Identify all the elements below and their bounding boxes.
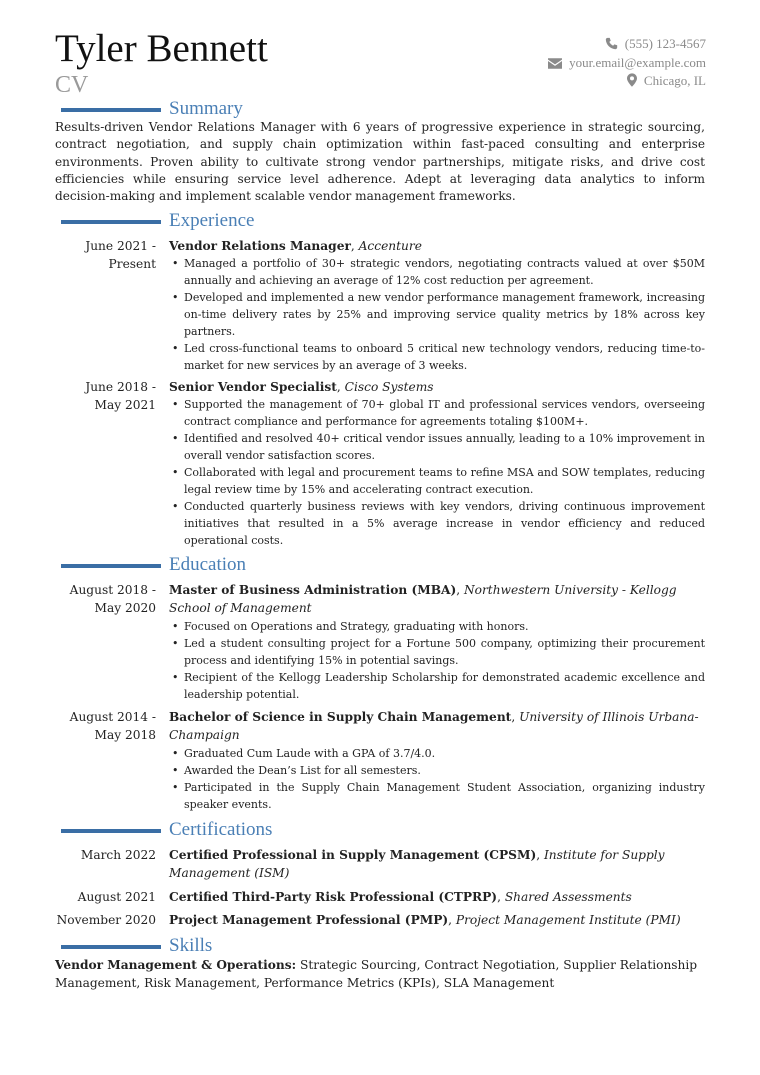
certification-entry [169,888,705,906]
bullet-item: • Conducted quarterly business reviews with key vendors, driving continuous improvement initiatives that resulted in a 5% average increase in vendor efficiency and reduced operational costs. [184,498,705,549]
bullet-item: • Participated in the Supply Chain Management Student Association, organizing industry speaker events. [184,779,705,813]
map-marker-icon [627,73,637,87]
date-end: May 2020 [94,601,156,615]
experience-date [40,237,156,273]
date-end: May 2018 [94,728,156,742]
contact-location [548,72,706,91]
contact-email [548,54,706,73]
email-address[interactable]: your.email@example.com [569,54,706,70]
company-name: Accenture [358,239,422,253]
institution-name: Northwestern University - Kellogg School of Management [169,583,677,615]
separator: , [536,848,544,862]
separator: , [497,890,505,904]
section-title: Certifications [169,819,273,840]
contact-phone [548,35,706,54]
date-end: Present [108,257,156,271]
company-name: Cisco Systems [344,380,434,394]
degree-name: Master of Business Administration (MBA) [169,583,457,597]
skills-text [55,956,710,992]
document-type-label: CV [55,72,89,98]
section-title: Experience [169,210,255,231]
education-bullets [184,618,705,703]
separator: , [456,583,464,597]
bullet-item: • Led cross-functional teams to onboard 5 critical new technology vendors, reducing time-to-market for new services by an average of 3 weeks. [184,340,705,374]
certification-name: Certified Third-Party Risk Professional (CTPRP) [169,890,498,904]
section-title: Education [169,554,247,575]
institution-name: University of Illinois Urbana-Champaign [169,710,699,742]
bullet-item: • Focused on Operations and Strategy, graduating with honors. [184,618,705,635]
date-start: June 2018 - [85,380,156,394]
education-entry-title [169,708,705,744]
bullet-item: • Supported the management of 70+ global IT and professional services vendors, overseeing contract compliance and performance for agreements totaling $100M+. [184,396,705,430]
skills-category-label: Vendor Management & Operations: [55,958,297,972]
certification-issuer: Institute for Supply Management (ISM) [169,848,665,880]
separator: , [336,380,345,394]
certification-date: August 2021 [77,890,156,904]
certification-date: November 2020 [56,913,156,927]
job-title: Vendor Relations Manager [169,239,351,253]
phone-number: (555) 123-4567 [624,36,706,51]
separator: , [511,710,520,724]
section-divider [61,564,161,568]
bullet-item: • Developed and implemented a new vendor performance management framework, increasing on-time delivery rates by 25% and improving service quality metrics by 18% across key partners. [184,289,705,340]
bullet-item: • Identified and resolved 40+ critical vendor issues annually, leading to a 10% improvement in overall vendor satisfaction scores. [184,430,705,464]
education-bullets [184,745,705,813]
certification-name: Certified Professional in Supply Management (CPSM) [169,848,537,862]
bullet-item: • Awarded the Dean’s List for all semesters. [184,762,705,779]
certification-issuer: Shared Assessments [504,890,632,904]
separator: , [448,913,456,927]
degree-name: Bachelor of Science in Supply Chain Management [169,710,512,724]
certification-entry [169,911,705,929]
date-start: August 2014 - [69,710,156,724]
summary-text: Results-driven Vendor Relations Manager with 6 years of progressive experience in strategic sourcing, contract negotiation, and supply chain optimization within fast-paced consulting and enterprise environments. Proven ability to cultivate strong vendor partnerships, mitigate risks, and drive cost efficiencies while ensuring service level adherence. Adept at leveraging data analytics to inform decision-making and implement scalable vendor management frameworks. [55,120,705,204]
certification-entry [169,846,705,882]
education-entry-title [169,581,705,617]
bullet-item: • Collaborated with legal and procurement teams to refine MSA and SOW templates, reducing legal review time by 15% and accelerating contract execution. [184,464,705,498]
section-divider [61,829,161,833]
bullet-item: • Graduated Cum Laude with a GPA of 3.7/4.0. [184,745,705,762]
location-text: Chicago, IL [643,73,706,88]
section-divider [61,220,161,224]
section-title: Summary [169,98,243,119]
experience-bullets [184,396,705,549]
education-date [40,708,156,744]
bullet-item: • Recipient of the Kellogg Leadership Scholarship for demonstrated academic excellence and leadership potential. [184,669,705,703]
education-date [40,581,156,617]
section-title: Skills [169,935,213,956]
candidate-name: Tyler Bennett [55,27,268,70]
envelope-icon [548,58,562,69]
date-start: June 2021 - [85,239,156,253]
certification-issuer: Project Management Institute (PMI) [455,913,681,927]
contact-block [548,35,706,91]
certification-date: March 2022 [80,848,156,862]
date-end: May 2021 [94,398,156,412]
separator: , [350,239,359,253]
certification-name: Project Management Professional (PMP) [169,913,449,927]
experience-entry-title [169,237,705,255]
experience-date [40,378,156,414]
skills-list: Strategic Sourcing, Contract Negotiation, Supplier Relationship Management, Risk Management, Performance Metrics (KPIs), SLA Management [55,958,698,990]
bullet-item: • Managed a portfolio of 30+ strategic vendors, negotiating contracts valued at over $50M annually and achieving an average of 12% cost reduction per agreement. [184,255,705,289]
date-start: August 2018 - [69,583,156,597]
phone-icon [605,37,618,50]
job-title: Senior Vendor Specialist [169,380,337,394]
section-divider [61,945,161,949]
section-divider [61,108,161,112]
bullet-item: • Led a student consulting project for a Fortune 500 company, optimizing their procurement process and identifying 15% in potential savings. [184,635,705,669]
experience-entry-title [169,378,705,396]
experience-bullets [184,255,705,374]
